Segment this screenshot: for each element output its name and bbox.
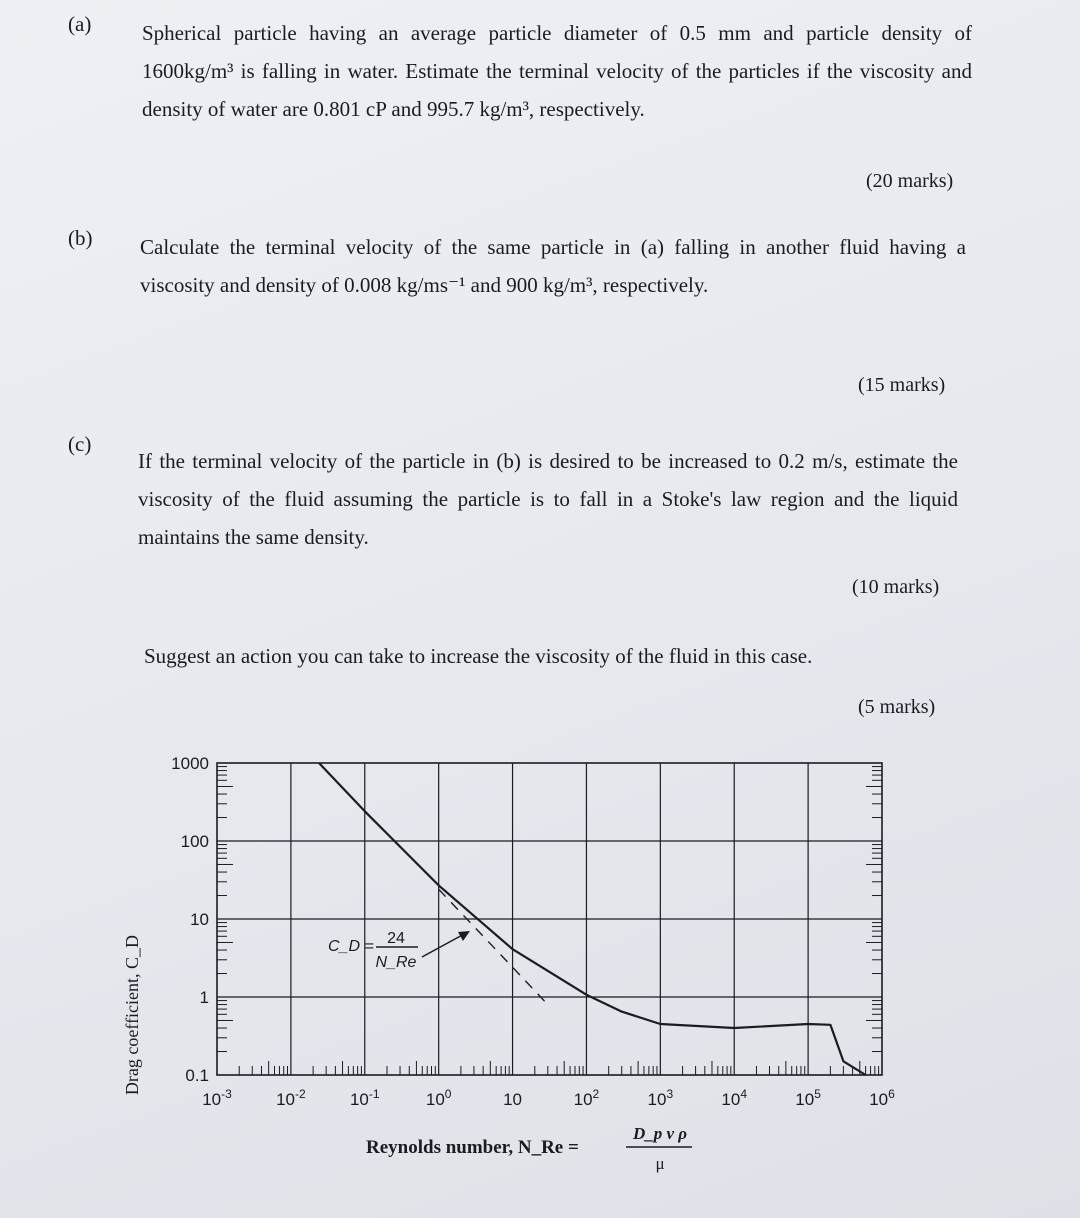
x-tick-label: $10^0$ bbox=[425, 1087, 452, 1109]
x-tick-label: $10^2$ bbox=[573, 1087, 600, 1109]
annotation-numerator: 24 bbox=[387, 930, 405, 947]
y-tick-label: 1 bbox=[199, 988, 209, 1007]
x-tick-label: $10^{-2}$ bbox=[276, 1087, 306, 1109]
x-tick-label: $10^5$ bbox=[795, 1087, 821, 1109]
x-axis-label bbox=[366, 1124, 692, 1173]
question-c-marks: (10 marks) bbox=[852, 576, 940, 598]
question-b-text: Calculate the terminal velocity of the same particle in (a) falling in another fluid having a viscosity and density of 0.008 kg/ms⁻¹ and 900 kg/m³, respectively. bbox=[140, 235, 966, 297]
x-tick-label: $10^6$ bbox=[869, 1087, 895, 1109]
y-tick-label: 1000 bbox=[171, 754, 209, 773]
minor-ticks bbox=[217, 767, 882, 1075]
stokes-annotation bbox=[328, 930, 470, 971]
y-tick-label: 100 bbox=[180, 832, 209, 851]
plot-grid bbox=[217, 763, 882, 1075]
question-a-text: Spherical particle having an average particle diameter of 0.5 mm and particle density of 1600kg/m³ is falling in water. Estimate the terminal velocity of the particles if the viscosity and density of water are 0.801 cP and 995.7 kg/m³, respectively. bbox=[142, 21, 972, 121]
question-suggest-text: Suggest an action you can take to increase the viscosity of the fluid in this case. bbox=[144, 644, 813, 668]
x-axis-label-denominator: μ bbox=[655, 1154, 665, 1173]
question-suggest-marks: (5 marks) bbox=[858, 696, 936, 718]
question-c-label: (c) bbox=[68, 432, 92, 456]
question-b-marks: (15 marks) bbox=[858, 374, 946, 396]
x-axis-label-numerator: D_p v ρ bbox=[632, 1124, 688, 1143]
x-tick-label: $10^{-3}$ bbox=[202, 1087, 232, 1109]
annotation-lhs: C_D = bbox=[328, 938, 374, 955]
question-b-label: (b) bbox=[68, 226, 93, 250]
y-tick-label: 10 bbox=[190, 910, 209, 929]
annotation-denominator: N_Re bbox=[375, 954, 417, 971]
annotation-arrow bbox=[422, 933, 466, 957]
drag-coefficient-chart bbox=[100, 745, 900, 1175]
y-axis-label: Drag coefficient, C_D bbox=[122, 934, 142, 1096]
question-a-label: (a) bbox=[68, 12, 92, 36]
x-tick-label: $10^3$ bbox=[647, 1087, 674, 1109]
x-tick-label: $10^4$ bbox=[721, 1087, 748, 1109]
y-tick-labels bbox=[171, 754, 209, 1085]
x-tick-label: $10^{-1}$ bbox=[349, 1087, 380, 1109]
question-a-marks: (20 marks) bbox=[866, 170, 954, 192]
x-tick-labels bbox=[202, 1087, 895, 1109]
x-tick-label: 10 bbox=[503, 1090, 523, 1109]
x-axis-label-text: Reynolds number, N_Re = bbox=[366, 1137, 579, 1158]
y-tick-label: 0.1 bbox=[185, 1066, 209, 1085]
question-c-text: If the terminal velocity of the particle in (b) is desired to be increased to 0.2 m/s, estimate the viscosity of the fluid assuming the particle is to fall in a Stoke's law region and the liquid maintains the same density. bbox=[138, 449, 958, 549]
stokes-law-dashed-line bbox=[439, 889, 548, 1004]
